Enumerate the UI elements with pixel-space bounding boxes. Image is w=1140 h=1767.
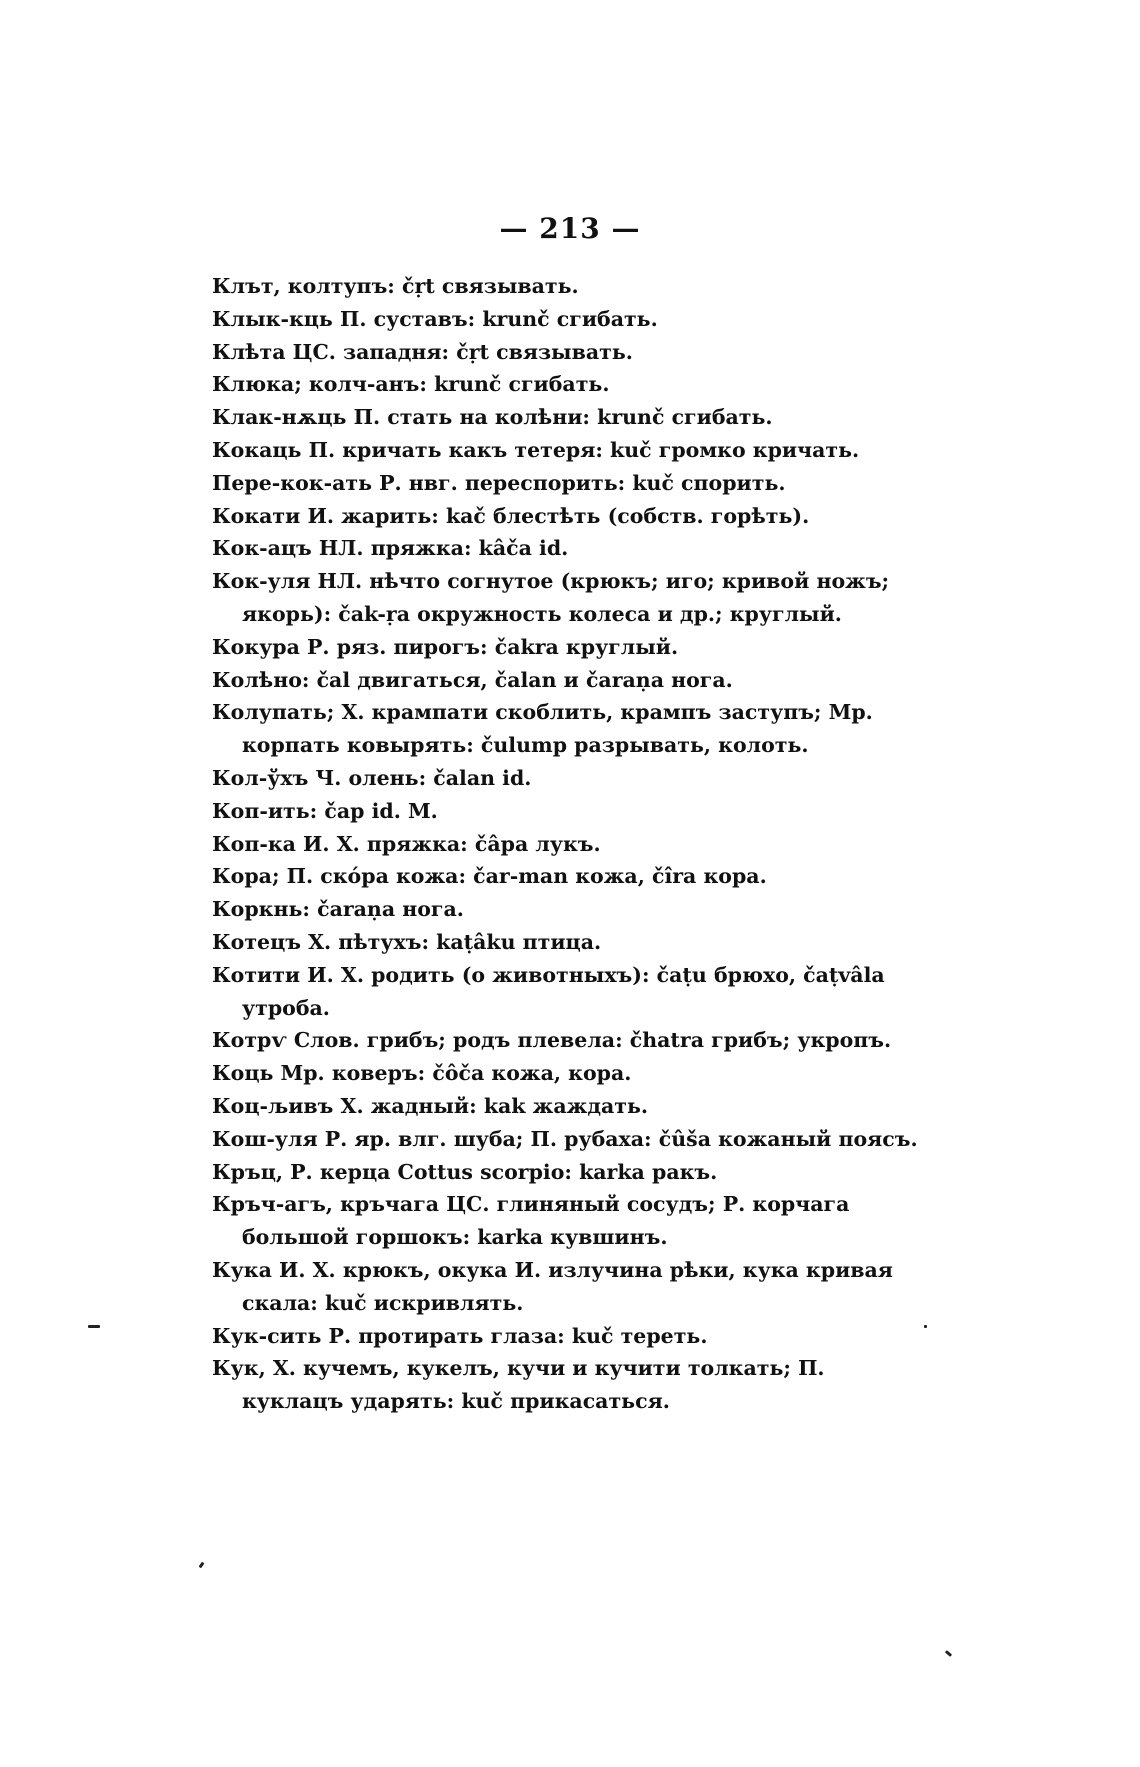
page-number: — 213 — xyxy=(499,212,641,245)
dictionary-entry xyxy=(212,1352,892,1418)
dictionary-entry xyxy=(212,926,892,959)
entry-continuation-line: скала: kuč искривлять. xyxy=(242,1290,524,1315)
dictionary-entry xyxy=(212,336,892,369)
entry-line: Коц-љивъ Х. жадный: kak жаждать. xyxy=(212,1093,649,1118)
entry-line: Коп-ить: čap id. М. xyxy=(212,798,438,823)
dictionary-entry xyxy=(212,467,892,500)
entry-line: Котити И. Х. родить (о животныхъ): čaṭu брюхо, čaṭvâla xyxy=(212,962,885,987)
entry-line: Колѣно: čal двигаться, čalan и čaraṇa нога. xyxy=(212,667,733,692)
entry-line: Кора; П. скóра кожа: čar-man кожа, čîra кора. xyxy=(212,864,767,889)
dictionary-entry xyxy=(212,500,892,533)
dictionary-entry xyxy=(212,1320,892,1353)
entry-line: Пере-кок-ать Р. нвг. переспорить: kuč спорить. xyxy=(212,470,786,495)
entry-line: Кок-уля НЛ. нѣчто согнутое (крюкъ; иго; кривой ножъ; xyxy=(212,569,890,594)
entry-line: Кръц, Р. керца Cottus scorpio: karka ракъ. xyxy=(212,1159,718,1184)
dictionary-entry xyxy=(212,270,892,303)
dictionary-entry xyxy=(212,664,892,697)
dictionary-entry xyxy=(212,303,892,336)
dictionary-entry xyxy=(212,631,892,664)
scan-speck xyxy=(199,1562,205,1569)
dictionary-entry xyxy=(212,1156,892,1189)
scan-speck xyxy=(88,1325,100,1328)
dictionary-entries xyxy=(212,270,918,1418)
scan-speck xyxy=(924,1325,927,1328)
entry-line: Кук, Х. кучемъ, кукелъ, кучи и кучити толкать; П. xyxy=(212,1356,825,1381)
dictionary-entry xyxy=(212,401,892,434)
dictionary-entry xyxy=(212,565,892,631)
dictionary-entry xyxy=(212,1123,918,1156)
entry-line: Кокура Р. ряз. пирогъ: čakra круглый. xyxy=(212,634,679,659)
dictionary-entry xyxy=(212,1024,892,1057)
dictionary-entry xyxy=(212,828,892,861)
dictionary-entry xyxy=(212,1057,892,1090)
entry-line: Кука И. Х. крюкъ, окука И. излучина рѣки, кука кривая xyxy=(212,1257,893,1282)
dictionary-entry xyxy=(212,696,892,762)
entry-line: Кол-ўхъ Ч. олень: čalan id. xyxy=(212,765,532,790)
dictionary-entry xyxy=(212,1188,892,1254)
entry-continuation-line: большой горшокъ: karka кувшинъ. xyxy=(242,1225,668,1250)
entry-line: Коркнь: čaraṇa нога. xyxy=(212,897,464,922)
entry-line: Клак-нѫць П. стать на колѣни: krunč сгибать. xyxy=(212,405,773,430)
entry-line: Кръч-агъ, кръчага ЦС. глиняный сосудъ; Р. корчага xyxy=(212,1192,850,1217)
dictionary-entry xyxy=(212,893,892,926)
entry-continuation-line: якорь): čak-ṛa окружность колеса и др.; круглый. xyxy=(242,601,842,626)
dictionary-entry xyxy=(212,762,892,795)
entry-line: Клѣта ЦС. западня: čṛt связывать. xyxy=(212,339,633,364)
dictionary-entry xyxy=(212,532,892,565)
entry-continuation-line: корпать ковырять: čulump разрывать, колоть. xyxy=(242,733,809,758)
dictionary-entry xyxy=(212,795,892,828)
dictionary-entry xyxy=(212,959,892,1025)
dictionary-entry xyxy=(212,1254,892,1320)
entry-continuation-line: куклацъ ударять: kuč прикасаться. xyxy=(242,1389,670,1414)
entry-line: Кок-ацъ НЛ. пряжка: kâča id. xyxy=(212,536,569,561)
dictionary-entry xyxy=(212,1090,892,1123)
entry-line: Клюка; колч-анъ: krunč сгибать. xyxy=(212,372,610,397)
entry-continuation-line: утроба. xyxy=(242,995,330,1020)
entry-line: Кош-уля Р. яр. влг. шуба; П. рубаха: čûša кожаный поясъ. xyxy=(212,1126,918,1151)
entry-line: Котецъ Х. пѣтухъ: kaṭâku птица. xyxy=(212,929,602,954)
scan-speck xyxy=(945,1650,952,1657)
entry-line: Кук-сить Р. протирать глаза: kuč тереть. xyxy=(212,1323,708,1348)
entry-line: Колупать; Х. крампати скоблить, крампъ заступъ; Мр. xyxy=(212,700,873,725)
entry-line: Кокаць П. кричать какъ тетеря: kuč громко кричать. xyxy=(212,437,860,462)
entry-line: Коп-ка И. Х. пряжка: čâpa лукъ. xyxy=(212,831,601,856)
entry-line: Клык-кць П. суставъ: krunč сгибать. xyxy=(212,306,658,331)
dictionary-entry xyxy=(212,434,892,467)
entry-line: Коць Мр. коверъ: čôča кожа, кора. xyxy=(212,1061,632,1086)
entry-line: Котрѵ Слов. грибъ; родъ плевела: čhatra грибъ; укропъ. xyxy=(212,1028,892,1053)
entry-line: Клът, колтупъ: čṛt связывать. xyxy=(212,274,579,298)
dictionary-entry xyxy=(212,368,892,401)
dictionary-entry xyxy=(212,860,892,893)
entry-line: Кокати И. жарить: kač блестѣть (собств. горѣть). xyxy=(212,503,810,528)
